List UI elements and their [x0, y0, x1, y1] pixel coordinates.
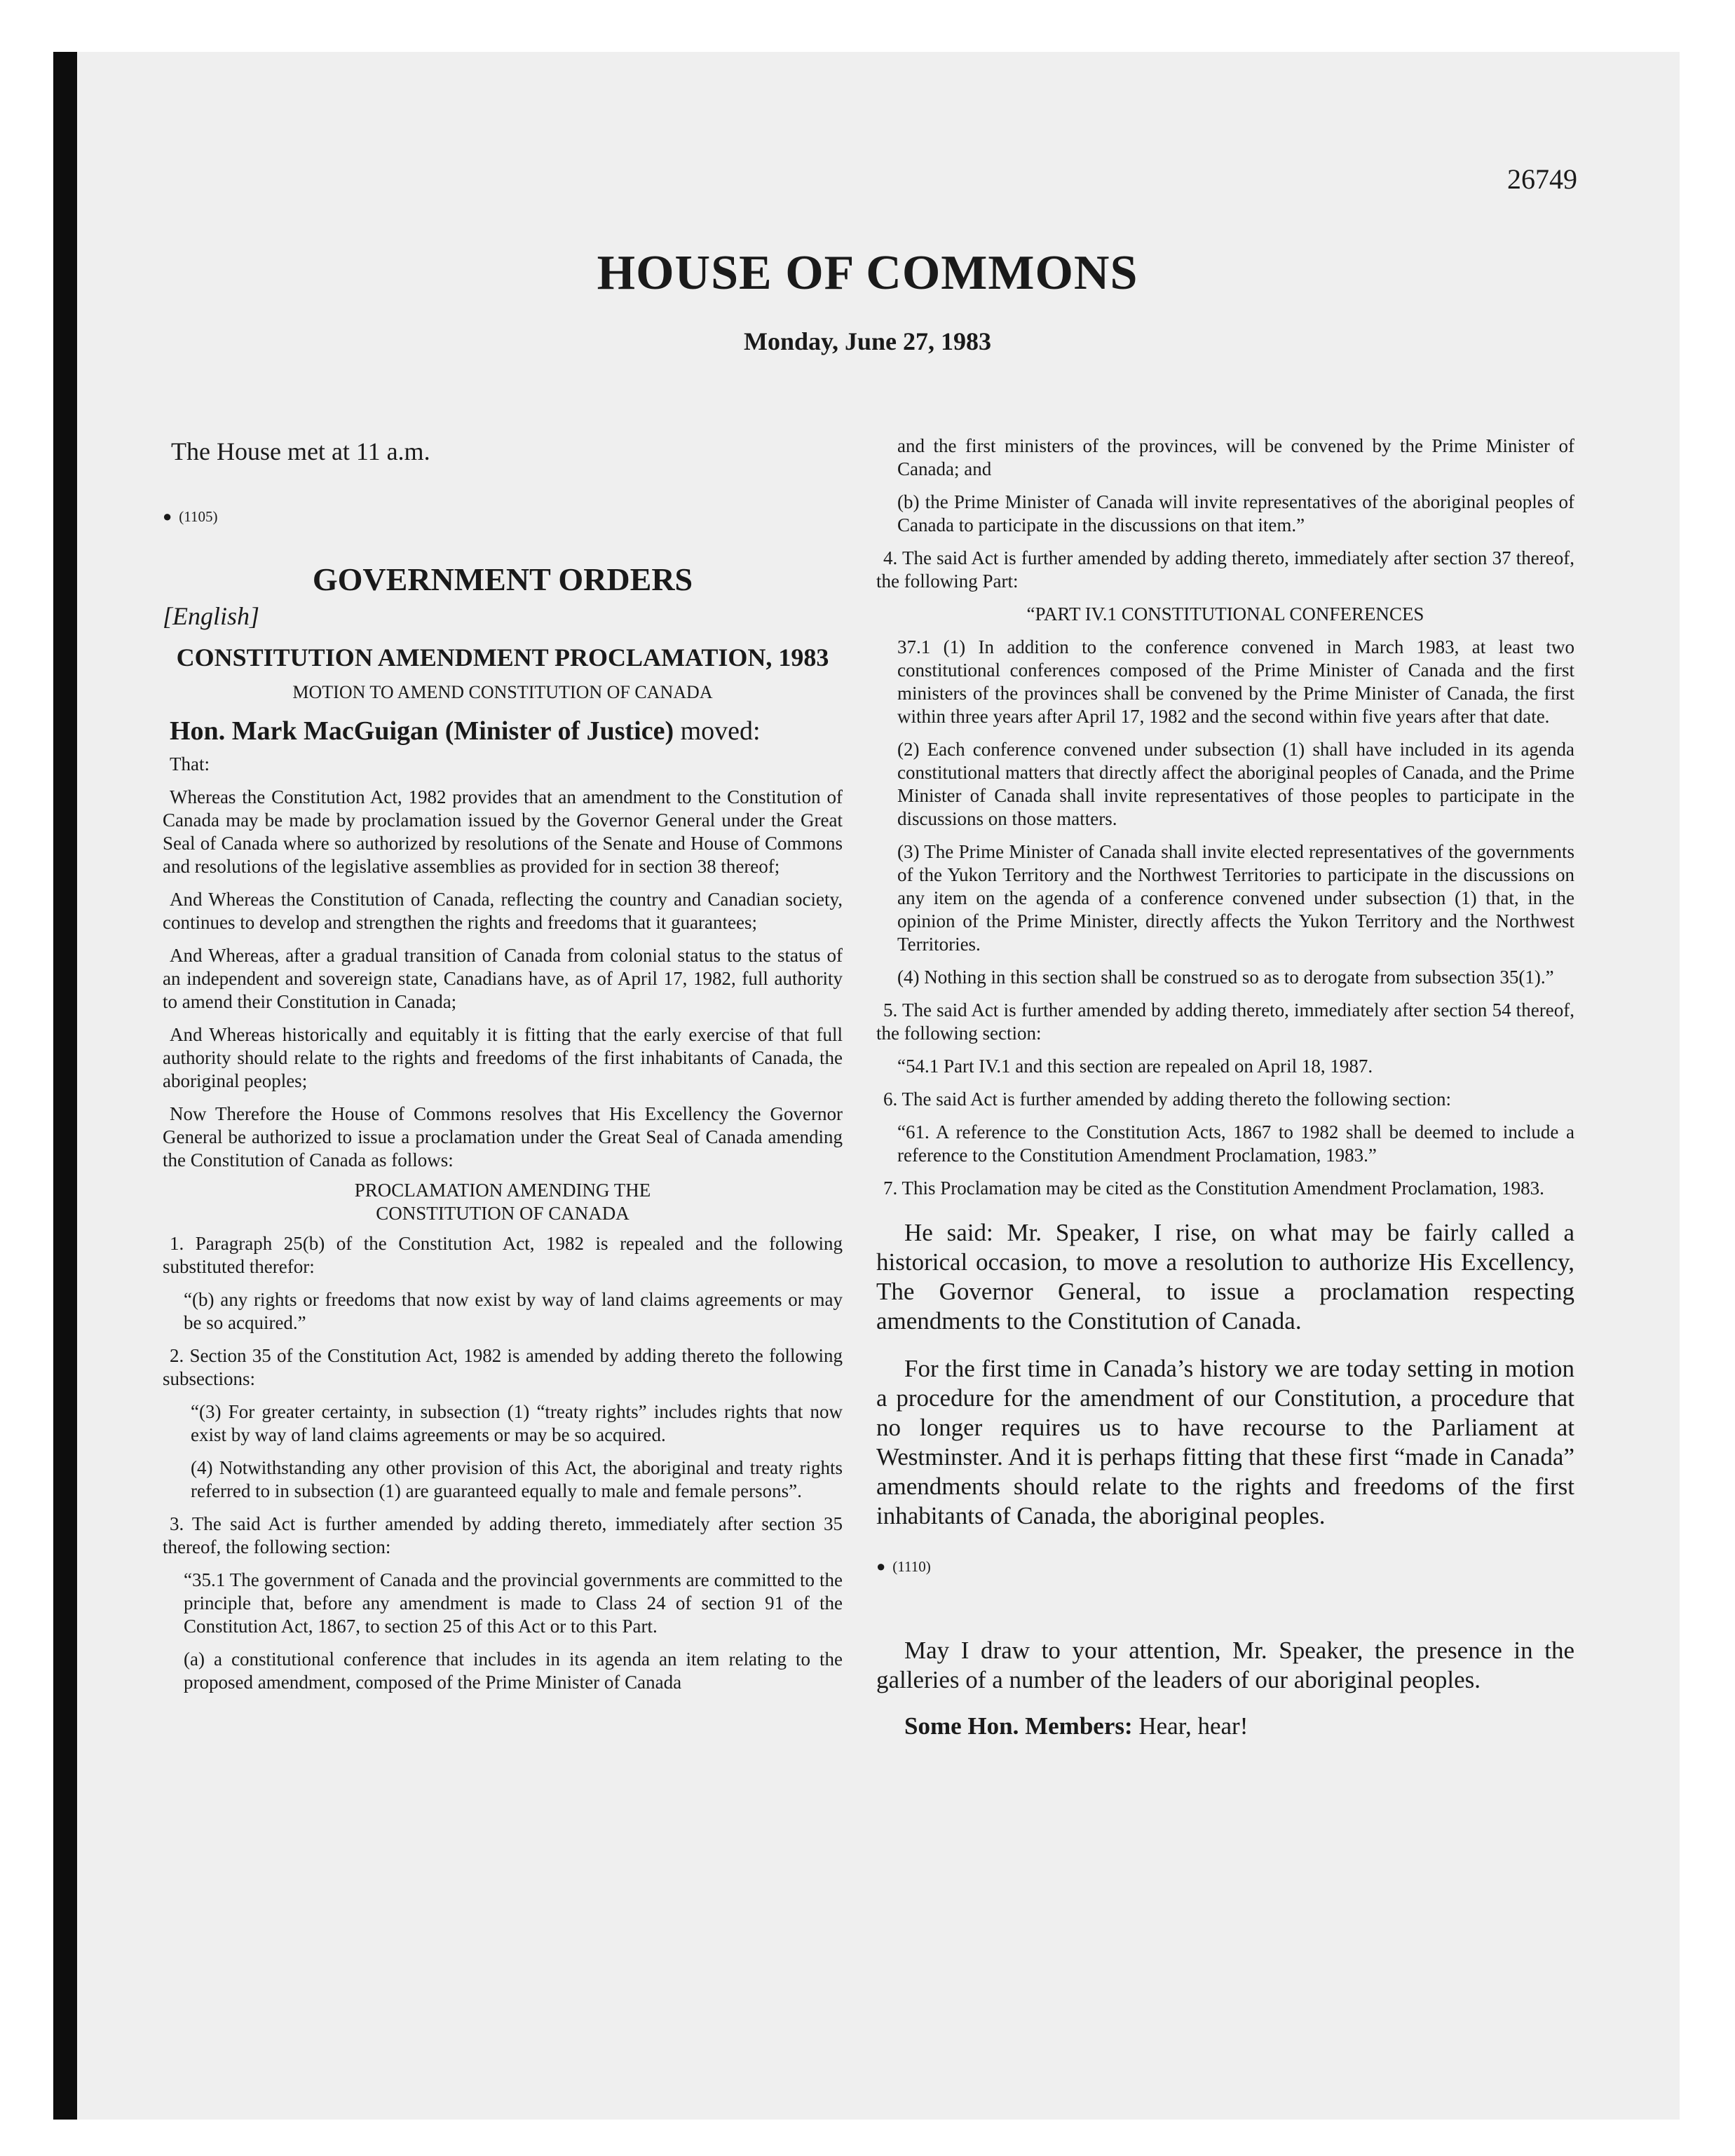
item-3: 3. The said Act is further amended by adding thereto, immediately after section 35 thereof, the following section:	[163, 1513, 843, 1557]
language-tag: [English]	[163, 602, 260, 630]
item-3-paragraph-a-continued: and the first ministers of the provinces, will be convened by the Prime Minister of Canada; and	[897, 435, 1574, 479]
bullet-icon: ●	[876, 1557, 886, 1575]
section-37-1-subsection-2: (2) Each conference convened under subsection (1) shall have included in its agenda constitutional matters that directly affect the aboriginal peoples of Canada, and the Prime Minister of Canada shall invite representatives of those peoples to participate in the discussions on those matters.	[897, 739, 1574, 829]
page-number: 26749	[1507, 163, 1577, 195]
item-1-quote: “(b) any rights or freedoms that now exist by way of land claims agreements or may be so acquired.”	[184, 1289, 843, 1333]
members-response	[876, 1712, 1574, 1741]
speech-paragraph-2: For the first time in Canada’s history we are today setting in motion a procedure for the amendment of our Constitution, a procedure that no longer requires us to have recourse to the Parliament at Westminster. And it is perhaps fitting that these first “made in Canada” amendments should relate to the rights and freedoms of the first inhabitants of Canada, the aboriginal peoples.	[876, 1355, 1574, 1529]
item-2: 2. Section 35 of the Constitution Act, 1982 is amended by adding thereto the following subsections:	[163, 1345, 843, 1389]
part-heading: “PART IV.1 CONSTITUTIONAL CONFERENCES	[1026, 603, 1424, 625]
item-3-paragraph-b: (b) the Prime Minister of Canada will invite representatives of the aboriginal peoples of Canada to participate in the discussions on that item.”	[897, 491, 1574, 535]
left-column	[163, 435, 843, 1694]
motion-heading: MOTION TO AMEND CONSTITUTION OF CANADA	[292, 682, 713, 702]
whereas-4: And Whereas historically and equitably it is fitting that the early exercise of that full authority should relate to the rights and freedoms of the first inhabitants of Canada, the aboriginal peoples;	[163, 1024, 843, 1091]
whereas-1: Whereas the Constitution Act, 1982 provides that an amendment to the Constitution of Canada may be made by proclamation issued by the Governor General under the Great Seal of Canada where so authorized by resolutions of the Senate and House of Commons and resolutions of the legislative assemblies as provided for in section 38 thereof;	[163, 786, 843, 877]
members-label: Some Hon. Members:	[904, 1712, 1133, 1740]
binding-edge	[53, 52, 77, 2120]
sitting-date: Monday, June 27, 1983	[743, 327, 992, 355]
right-column	[876, 435, 1574, 1741]
item-6: 6. The said Act is further amended by adding thereto the following section:	[883, 1089, 1452, 1110]
item-2-subsection-4: (4) Notwithstanding any other provision of this Act, the aboriginal and treaty rights referred to in subsection (1) are guaranteed equally to male and female persons”.	[191, 1457, 843, 1501]
timestamp-1110: ● (1110)	[876, 1557, 931, 1575]
item-3-quote: “35.1 The government of Canada and the provincial governments are committed to the principle that, before any amendment is made to Class 24 of section 91 of the Constitution Act, 1867, to section 25 of this Act or to this Part.	[184, 1569, 843, 1637]
section-37-1-subsection-1: 37.1 (1) In addition to the conference convened in March 1983, at least two constitutional conferences composed of the Prime Minister of Canada and the first ministers of the provinces shall be convened by the Prime Minister of Canada, the first within three years after April 17, 1982 and the second within five years after that date.	[897, 636, 1574, 727]
speech-paragraph-3: May I draw to your attention, Mr. Speaker, the presence in the galleries of a number of the leaders of our aboriginal peoples.	[876, 1637, 1574, 1693]
item-5-quote: “54.1 Part IV.1 and this section are repealed on April 18, 1987.	[897, 1056, 1373, 1077]
item-1: 1. Paragraph 25(b) of the Constitution Act, 1982 is repealed and the following substituted therefor:	[163, 1233, 843, 1277]
item-5: 5. The said Act is further amended by adding thereto, immediately after section 54 thereof, the following section:	[876, 999, 1574, 1044]
item-3-paragraph-a: (a) a constitutional conference that includes in its agenda an item relating to the proposed amendment, composed of the Prime Minister of Canada	[184, 1649, 843, 1693]
section-37-1-subsection-4: (4) Nothing in this section shall be construed so as to derogate from subsection 35(1).”	[897, 967, 1554, 988]
timestamp-1105: ● (1105)	[163, 507, 218, 525]
speaker-role: (Minister of Justice)	[444, 716, 674, 746]
section-heading: GOVERNMENT ORDERS	[312, 561, 693, 597]
document-title: HOUSE OF COMMONS	[597, 246, 1138, 300]
whereas-2: And Whereas the Constitution of Canada, reflecting the country and Canadian society, continues to develop and strengthen the rights and freedoms that it guarantees;	[163, 889, 843, 933]
whereas-3: And Whereas, after a gradual transition of Canada from colonial status to the status of an independent and sovereign state, Canadians have, as of April 17, 1982, full authority to amend their Constitution in Canada;	[163, 945, 843, 1012]
members-text: Hear, hear!	[1138, 1712, 1248, 1740]
that-line: That:	[170, 753, 210, 775]
speaker-name: Hon. Mark MacGuigan	[170, 716, 439, 746]
proclamation-heading: PROCLAMATION AMENDING THE CONSTITUTION OF CANADA	[354, 1180, 651, 1224]
item-7: 7. This Proclamation may be cited as the Constitution Amendment Proclamation, 1983.	[883, 1178, 1544, 1199]
house-met-line: The House met at 11 a.m.	[171, 437, 430, 465]
item-2-subsection-3: “(3) For greater certainty, in subsection (1) “treaty rights” includes rights that now exist by way of land claims agreements or may be so acquired.	[191, 1401, 843, 1445]
speech-paragraph-1: He said: Mr. Speaker, I rise, on what may be fairly called a historical occasion, to move a resolution to authorize His Excellency, The Governor General, to issue a proclamation respecting amendments to the Constitution of Canada.	[876, 1219, 1574, 1335]
item-6-quote: “61. A reference to the Constitution Acts, 1867 to 1982 shall be deemed to include a reference to the Constitution Amendment Proclamation, 1983.”	[897, 1121, 1574, 1166]
proclamation-title: CONSTITUTION AMENDMENT PROCLAMATION, 1983	[176, 643, 829, 671]
bullet-icon: ●	[163, 507, 172, 525]
item-4: 4. The said Act is further amended by adding thereto, immediately after section 37 thereof, the following Part:	[876, 547, 1574, 592]
speaker-line: Hon. Mark MacGuigan (Minister of Justice) moved:	[170, 716, 761, 746]
now-therefore: Now Therefore the House of Commons resolves that His Excellency the Governor General be authorized to issue a proclamation under the Great Seal of Canada amending the Constitution of Canada as follows:	[163, 1103, 843, 1171]
section-37-1-subsection-3: (3) The Prime Minister of Canada shall invite elected representatives of the governments of the Yukon Territory and the Northwest Territories to participate in the discussions on any item on the agenda of a conference convened under subsection (1) that, in the opinion of the Prime Minister, directly affects the Yukon Territory and the Northwest Territories.	[897, 841, 1574, 955]
